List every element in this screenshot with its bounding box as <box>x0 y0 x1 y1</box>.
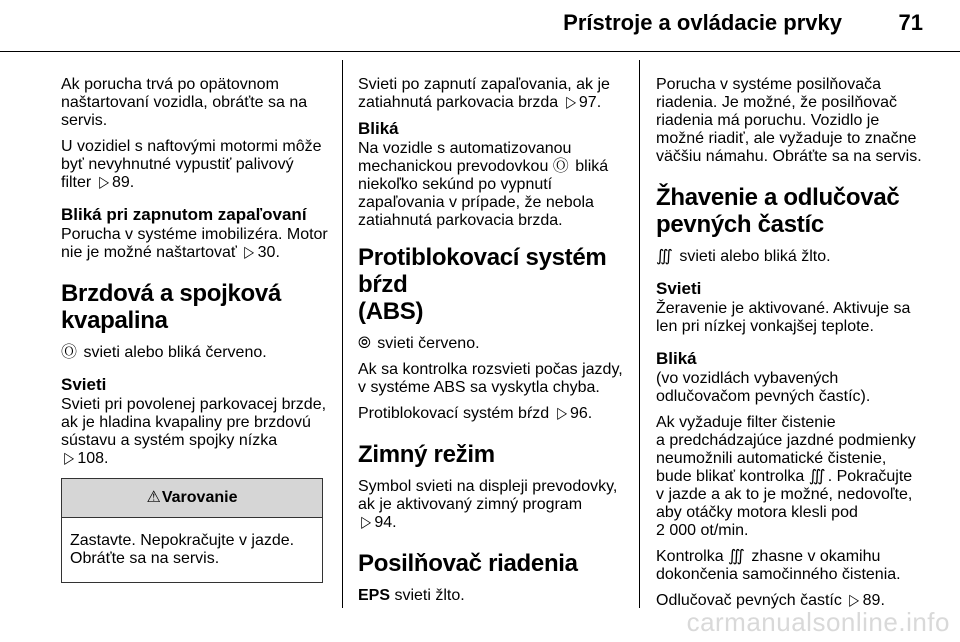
page-number: 71 <box>898 10 923 35</box>
paragraph: ∭ svieti alebo bliká žlto. <box>656 248 831 265</box>
paragraph: U vozidiel s naftovými motormi môže byť nevyhnutné vypustiť palivový filter ▷ 89. <box>61 138 322 191</box>
paragraph: Svieti po zapnutí zapaľovania, ak je zatiahnutá parkovacia brzda ▷ 97. <box>358 76 610 111</box>
paragraph: Ak sa kontrolka rozsvieti počas jazdy, v systéme ABS sa vyskytla chyba. <box>358 361 623 396</box>
page-ref[interactable]: 96. <box>569 405 593 422</box>
paragraph: Odlučovač pevných častíc ▷ 89. <box>656 592 885 609</box>
column-divider <box>639 60 640 608</box>
section-heading: Bliká pri zapnutom zapaľovaní <box>61 205 307 224</box>
column-1 <box>61 76 329 583</box>
section-title: Posilňovač riadenia <box>358 550 578 577</box>
section-heading: Svieti <box>656 279 702 298</box>
paragraph: Symbol svieti na displeji prevodovky, ak je aktivovaný zimný program ▷ 94. <box>358 478 618 531</box>
section-title: Protiblokovací systém bŕzd (ABS) <box>358 244 607 325</box>
arrow-ref-icon: ▷ <box>98 174 109 191</box>
column-3 <box>656 76 928 618</box>
warning-header: ⚠Varovanie <box>62 479 322 518</box>
arrow-ref-icon: ▷ <box>849 592 860 609</box>
glow-plug-icon: ∭ <box>656 248 673 265</box>
paragraph: (vo vozidlách vybavených odlučovačom pevných častíc). <box>656 370 871 405</box>
paragraph: Svieti pri povolenej parkovacej brzde, ak je hladina kvapaliny pre brzdovú sústavu a systém spojky nízka ▷ 108. <box>61 396 327 467</box>
header-title: Prístroje a ovládacie prvky <box>563 10 842 35</box>
paragraph: Žeravenie je aktivované. Aktivuje sa len pri nízkej vonkajšej teplote. <box>656 300 911 335</box>
paragraph: Protiblokovací systém bŕzd ▷ 96. <box>358 405 593 422</box>
page-ref[interactable]: 89. <box>862 592 885 609</box>
paragraph: Porucha v systéme imobilizéra. Motor nie je možné naštartovať ▷ 30. <box>61 226 328 261</box>
section-heading: Bliká <box>656 349 697 368</box>
page-ref[interactable]: 30. <box>257 244 280 261</box>
paragraph: Ak porucha trvá po opätovnom naštartovaní vozidla, obráťte sa na servis. <box>61 76 308 129</box>
arrow-ref-icon: ▷ <box>361 514 372 531</box>
glow-plug-icon: ∭ <box>728 548 745 565</box>
warning-body: Zastavte. Nepokračujte v jazde. Obráťte sa na servis. <box>70 532 295 567</box>
paragraph: ⦾ svieti červeno. <box>358 335 480 352</box>
paragraph: Ak vyžaduje filter čistenie a predchádzajúce jazdné podmienky neumožnili automatické čistenie, bude blikať kontrolka ∭ . Pokračujte v jazde a ak to je možné, nedovoľte, aby otáčky motora klesli pod 2 000 ot/min. <box>656 414 916 539</box>
brake-warning-icon: Ⓞ <box>61 344 78 361</box>
paragraph: Ⓞ svieti alebo bliká červeno. <box>61 344 267 361</box>
page-ref[interactable]: 97. <box>578 94 602 111</box>
header-rule <box>0 51 960 52</box>
clutch-icon: Ⓞ <box>552 158 569 175</box>
arrow-ref-icon: ▷ <box>64 450 75 467</box>
arrow-ref-icon: ▷ <box>556 405 567 422</box>
section-title: Žhavenie a odlučovač pevných častíc <box>656 184 900 238</box>
paragraph: Na vozidle s automatizovanou mechanickou prevodovkou Ⓞ bliká niekoľko sekúnd po vypnutí zapaľovania v prípade, že nebola zatiahnutá parkovacia brzda. <box>358 140 609 229</box>
warning-triangle-icon: ⚠ <box>146 489 161 506</box>
section-title: Zimný režim <box>358 441 495 468</box>
section-title: Brzdová a spojková kvapalina <box>61 280 282 334</box>
page-ref[interactable]: 89. <box>112 174 135 191</box>
paragraph: EPS svieti žlto. <box>358 587 465 604</box>
page-ref[interactable]: 94. <box>374 514 397 531</box>
arrow-ref-icon: ▷ <box>565 94 576 111</box>
watermark: carmanualsonline.info <box>686 607 950 637</box>
arrow-ref-icon: ▷ <box>244 244 255 261</box>
paragraph: Porucha v systéme posilňovača riadenia. Je možné, že posilňovač riadenia má poruchu. Vozidlo je možné riadiť, ale vyžaduje to značne väčšiu námahu. Obráťte sa na servis. <box>656 76 922 165</box>
section-heading: Svieti <box>61 375 107 394</box>
glow-plug-icon: ∭ <box>808 468 826 485</box>
paragraph: Kontrolka ∭ zhasne v okamihu dokončenia samočinného čistenia. <box>656 548 901 583</box>
column-divider <box>342 60 343 608</box>
abs-icon: ⦾ <box>358 335 371 352</box>
page-ref[interactable]: 108. <box>77 450 109 467</box>
column-2 <box>358 76 628 613</box>
section-heading: Bliká <box>358 119 399 138</box>
eps-label: EPS <box>358 587 391 604</box>
warning-box <box>61 478 323 583</box>
